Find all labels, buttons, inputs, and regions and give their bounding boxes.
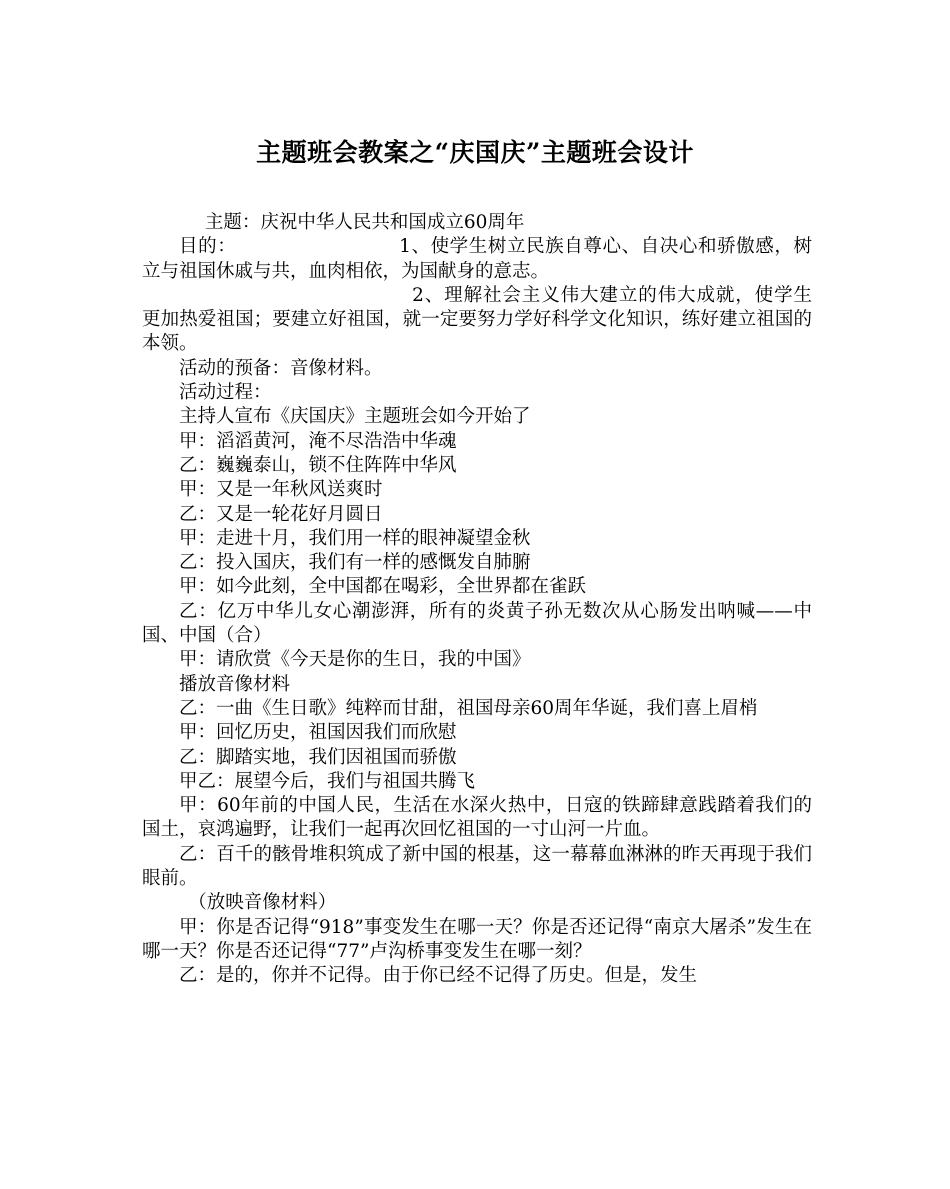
paragraph: 播放音像材料: [179, 673, 291, 695]
paragraph: 活动的预备：音像材料。: [179, 357, 383, 379]
paragraph: 乙：是的，你并不记得。由于你已经不记得了历史。但是，发生: [179, 965, 698, 987]
paragraph: 乙：又是一轮花好月圆日: [179, 503, 383, 525]
paragraph: 甲：走进十月，我们用一样的眼神凝望金秋: [179, 527, 531, 549]
paragraph: 甲：请欣赏《今天是你的生日，我的中国》: [179, 649, 531, 671]
aim-item-2: 2、理解社会主义伟大建立的伟大成就，使学生更加热爱祖国；要建立好祖国，就一定要努力学好科学文化知识，练好建立祖国的本领。: [142, 284, 812, 355]
paragraph: 甲：又是一年秋风送爽时: [179, 479, 383, 501]
paragraph: 甲：滔滔黄河，淹不尽浩浩中华魂: [179, 430, 457, 452]
paragraph: 甲乙：展望今后，我们与祖国共腾飞: [179, 770, 476, 792]
document-title: 主题班会教案之“庆国庆”主题班会设计: [256, 138, 694, 167]
aim-label: 目的：: [179, 236, 237, 258]
paragraph: 甲：如今此刻，全中国都在喝彩，全世界都在雀跃: [179, 576, 587, 598]
paragraph: 甲：回忆历史，祖国因我们而欣慰: [179, 722, 457, 744]
paragraph: 乙：投入国庆，我们有一样的感慨发自肺腑: [179, 552, 531, 574]
paragraph: 活动过程：: [179, 382, 272, 404]
aim-paragraph: [142, 235, 812, 284]
paragraph: 甲：你是否记得“918”事变发生在哪一天？你是否还记得“南京大屠杀”发生在哪一天？你是否还记得“77”卢沟桥事变发生在哪一刻？: [142, 916, 812, 962]
paragraph: 乙：一曲《生日歌》纯粹而甘甜，祖国母亲60周年华诞，我们喜上眉梢: [179, 697, 758, 719]
paragraph: 乙：巍巍泰山，锁不住阵阵中华风: [179, 454, 457, 476]
paragraph: 乙：亿万中华儿女心潮澎湃，所有的炎黄子孙无数次从心肠发出呐喊——中国、中国（合）: [142, 600, 812, 647]
paragraph: 主持人宣布《庆国庆》主题班会如今开始了: [179, 406, 531, 428]
document-body: [142, 211, 812, 989]
subject-line: 主题：庆祝中华人民共和国成立60周年: [204, 212, 525, 233]
paragraph: 乙：百千的骸骨堆积筑成了新中国的根基，这一幕幕血淋淋的昨天再现于我们眼前。: [142, 843, 812, 890]
paragraph: 乙：脚踏实地，我们因祖国而骄傲: [179, 746, 457, 768]
paren-note: （放映音像材料）: [188, 892, 337, 914]
aim-item-1: 1、使学生树立民族自尊心、自决心和骄傲感，树立与祖国休戚与共，血肉相依，为国献身的意志。: [142, 236, 812, 282]
paragraph: 甲：60年前的中国人民，生活在水深火热中，日寇的铁蹄肆意践踏着我们的国土，哀鸿遍野，让我们一起再次回忆祖国的一寸山河一片血。: [142, 795, 812, 841]
